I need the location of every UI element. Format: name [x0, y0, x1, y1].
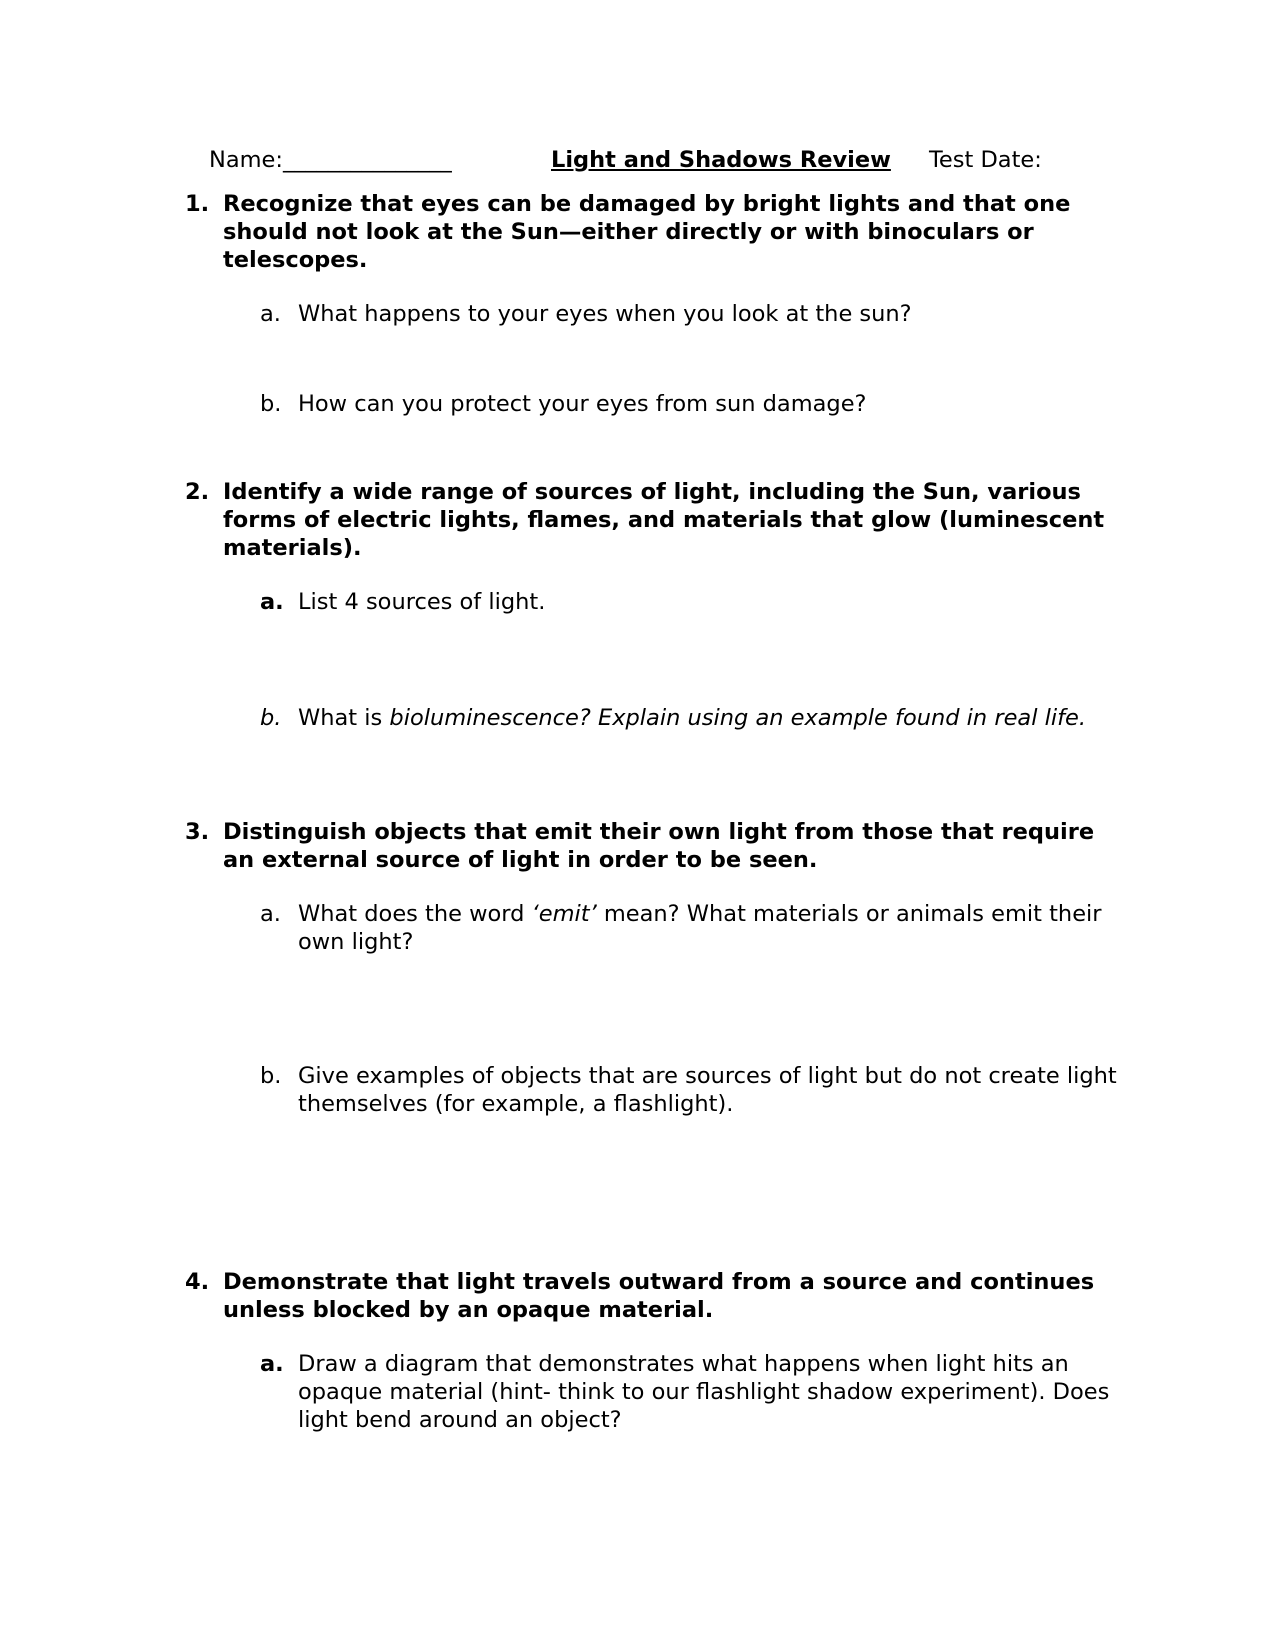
question-2-sub-a [260, 588, 1120, 616]
question-4 [185, 1268, 1125, 1324]
sub-question-text: What happens to your eyes when you look at the sun? [298, 301, 912, 327]
sub-letter: b. [260, 391, 282, 417]
question-number: 3. [185, 819, 210, 845]
question-3-sub-b [260, 1062, 1120, 1118]
question-1-sub-b [260, 390, 1120, 418]
sub-question-text [298, 900, 1120, 956]
sub-question-text: Draw a diagram that demonstrates what happens when light hits an opaque material (hint- think to our flashlight shadow experiment). Does light bend around an object? [298, 1351, 1110, 1433]
question-2 [185, 478, 1125, 562]
sub-letter: a. [260, 589, 284, 615]
sub-question-text: Give examples of objects that are sources of light but do not create light themselves (for example, a flashlight). [298, 1063, 1117, 1117]
sub-question-text-plain: What is [298, 705, 390, 731]
sub-letter: b. [260, 705, 282, 731]
question-number: 2. [185, 479, 210, 505]
sub-letter: b. [260, 1063, 282, 1089]
sub-question-text-italic: ‘emit’ [531, 901, 597, 927]
question-text: Recognize that eyes can be damaged by bright lights and that one should not look at the Sun—either directly or with binoculars or telescopes. [223, 191, 1071, 273]
question-3 [185, 818, 1125, 874]
sub-question-text-italic: bioluminescence? Explain using an example found in real life. [389, 705, 1087, 731]
sub-question-text: List 4 sources of light. [298, 589, 546, 615]
question-4-sub-a [260, 1350, 1120, 1434]
question-text: Identify a wide range of sources of light, including the Sun, various forms of electric lights, flames, and materials that glow (luminescent materials). [223, 479, 1105, 561]
name-field-label: Name:_______________ [209, 147, 452, 173]
question-3-sub-a [260, 900, 1120, 956]
test-date-label: Test Date: [929, 147, 1042, 173]
sub-question-text-after: mean? What materials or animals emit their own light? [298, 901, 1102, 955]
question-2-sub-b [260, 704, 1120, 732]
question-number: 4. [185, 1269, 210, 1295]
page-title: Light and Shadows Review [551, 147, 891, 173]
question-1 [185, 190, 1125, 274]
question-number: 1. [185, 191, 210, 217]
question-text: Distinguish objects that emit their own light from those that require an external source of light in order to be seen. [223, 819, 1095, 873]
sub-letter: a. [260, 1351, 284, 1377]
sub-question-text [298, 704, 1120, 732]
sub-letter: a. [260, 301, 281, 327]
question-text: Demonstrate that light travels outward from a source and continues unless blocked by an opaque material. [223, 1269, 1095, 1323]
sub-question-text: How can you protect your eyes from sun damage? [298, 391, 867, 417]
sub-question-text-before: What does the word [298, 901, 532, 927]
sub-letter: a. [260, 901, 281, 927]
question-1-sub-a [260, 300, 1120, 328]
